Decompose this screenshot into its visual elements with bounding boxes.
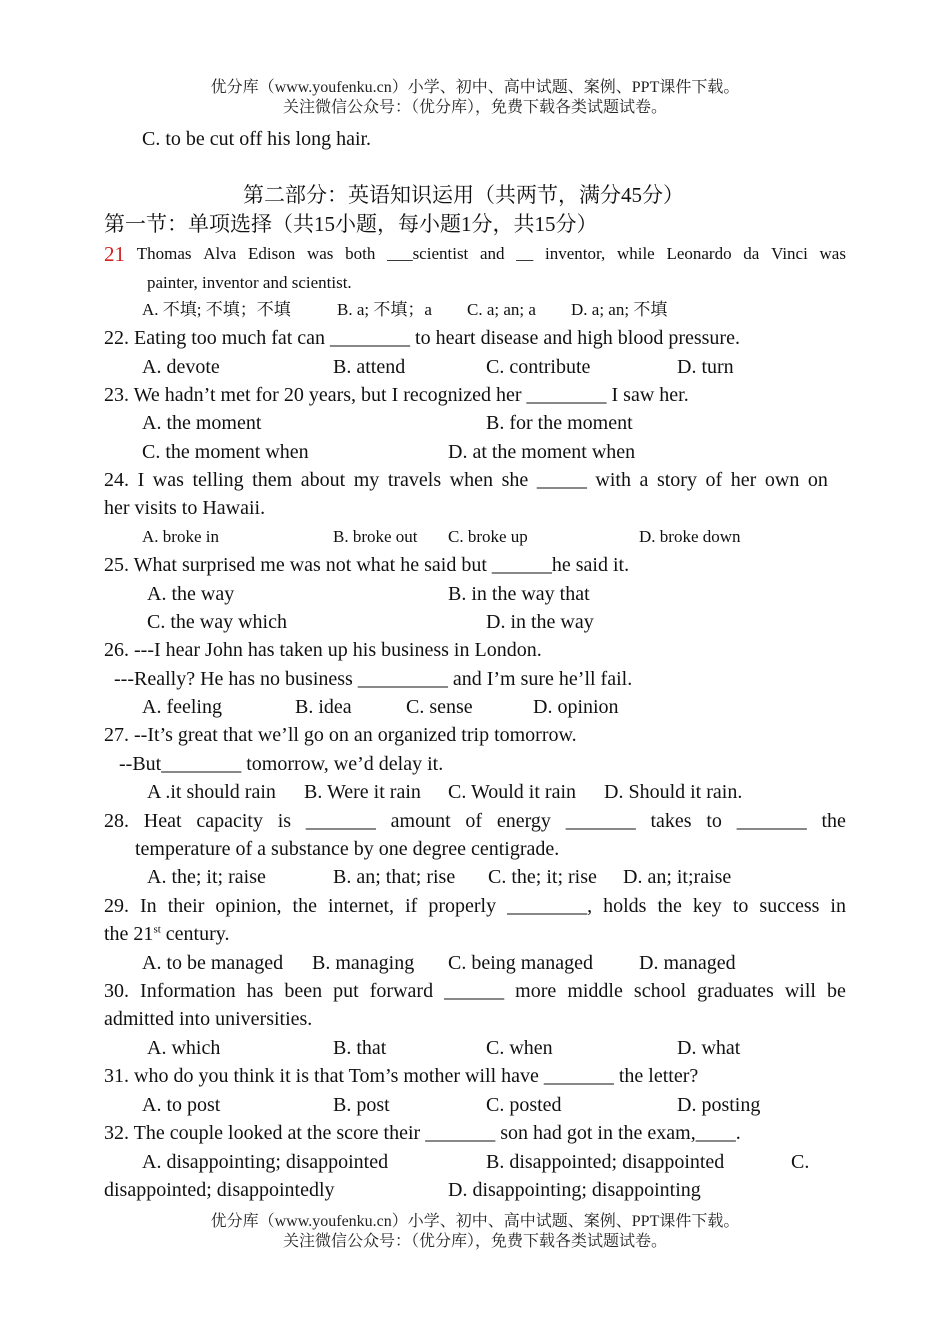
question-21-number: 21: [104, 242, 125, 266]
q22-option-d: D. turn: [677, 356, 734, 378]
q21-option-d: D. a; an; 不填: [571, 300, 668, 319]
question-25-stem: 25. What surprised me was not what he said but ______he said it.: [104, 554, 630, 576]
question-30-line1: 30. Information has been put forward ______ more middle school graduates will be: [104, 980, 846, 1002]
q28-option-a: A. the; it; raise: [147, 866, 266, 888]
q21-option-a: A. 不填; 不填；不填: [142, 300, 291, 319]
question-27-line1: 27. --It’s great that we’ll go on an organized trip tomorrow.: [104, 724, 577, 746]
q27-option-b: B. Were it rain: [304, 781, 421, 803]
q26-option-b: B. idea: [295, 696, 352, 718]
q22-option-c: C. contribute: [486, 356, 591, 378]
q29-option-c: C. being managed: [448, 952, 593, 974]
q23-option-a: A. the moment: [142, 412, 262, 434]
q32-option-d: D. disappointing; disappointing: [448, 1179, 701, 1201]
section-title: 第二部分：英语知识运用（共两节，满分45分）: [243, 183, 684, 207]
q30-option-d: D. what: [677, 1037, 741, 1059]
q31-option-c: C. posted: [486, 1094, 562, 1116]
q24-option-a: A. broke in: [142, 527, 219, 546]
q22-option-b: B. attend: [333, 356, 406, 378]
question-28-line2: temperature of a substance by one degree centigrade.: [135, 838, 560, 860]
q29-option-b: B. managing: [312, 952, 415, 974]
q23-option-b: B. for the moment: [486, 412, 633, 434]
q26-option-c: C. sense: [406, 696, 473, 718]
q25-option-a: A. the way: [147, 583, 235, 605]
q26-option-d: D. opinion: [533, 696, 619, 718]
q31-option-a: A. to post: [142, 1094, 221, 1116]
question-21-line1: 21 Thomas Alva Edison was both ___scientist and __ inventor, while Leonardo da Vinci was: [104, 242, 846, 266]
q26-option-a: A. feeling: [142, 696, 222, 718]
question-30-line2: admitted into universities.: [104, 1008, 313, 1030]
question-27-line2: --But________ tomorrow, we’d delay it.: [119, 753, 444, 775]
question-31-stem: 31. who do you think it is that Tom’s mother will have _______ the letter?: [104, 1065, 699, 1087]
question-26-line2: ---Really? He has no business _________ and I’m sure he’ll fail.: [114, 668, 633, 690]
q21-option-c: C. a; an; a: [467, 300, 536, 319]
q29-option-d: D. managed: [639, 952, 736, 974]
q27-option-a: A .it should rain: [147, 781, 276, 803]
question-22-stem: 22. Eating too much fat can ________ to heart disease and high blood pressure.: [104, 327, 740, 349]
q30-option-c: C. when: [486, 1037, 553, 1059]
page-footer-line2: 关注微信公众号：（优分库），免费下载各类试题试卷。: [282, 1233, 667, 1250]
question-24-line1: 24. I was telling them about my travels when she _____ with a story of her own on: [104, 469, 828, 491]
q32-option-b: B. disappointed; disappointed: [486, 1151, 725, 1173]
page-header-line1: 优分库（www.youfenku.cn）小学、初中、高中试题、案例、PPT课件下载。: [210, 79, 740, 96]
question-21-stem: [104, 241, 846, 267]
q27-option-d: D. Should it rain.: [604, 781, 743, 803]
question-26-line1: 26. ---I hear John has taken up his business in London.: [104, 639, 542, 661]
q28-option-b: B. an; that; rise: [333, 866, 456, 888]
carry-over-option: C. to be cut off his long hair.: [142, 128, 372, 150]
q31-option-b: B. post: [333, 1094, 390, 1116]
q24-option-d: D. broke down: [639, 527, 741, 546]
question-23-stem: 23. We hadn’t met for 20 years, but I recognized her ________ I saw her.: [104, 384, 689, 406]
q28-option-d: D. an; it;raise: [623, 866, 732, 888]
q24-option-b: B. broke out: [333, 527, 418, 546]
q30-option-a: A. which: [147, 1037, 221, 1059]
q32-option-c-label: C.: [791, 1151, 810, 1173]
q22-option-a: A. devote: [142, 356, 220, 378]
q23-option-c: C. the moment when: [142, 441, 309, 463]
q23-option-d: D. at the moment when: [448, 441, 636, 463]
q32-option-c-text: disappointed; disappointedly: [104, 1179, 335, 1201]
page-header-line2: 关注微信公众号：（优分库），免费下载各类试题试卷。: [282, 99, 667, 116]
q27-option-c: C. Would it rain: [448, 781, 577, 803]
question-29-line1: 29. In their opinion, the internet, if properly ________, holds the key to success in: [104, 895, 846, 917]
q25-option-c: C. the way which: [147, 611, 287, 633]
page-footer-line1: 优分库（www.youfenku.cn）小学、初中、高中试题、案例、PPT课件下载。: [210, 1213, 740, 1230]
q29-option-a: A. to be managed: [142, 952, 284, 974]
q24-option-c: C. broke up: [448, 527, 528, 546]
question-24-line2: her visits to Hawaii.: [104, 497, 266, 519]
q21-option-b: B. a; 不填；a: [337, 300, 432, 319]
subsection-title: 第一节：单项选择（共15小题，每小题1分，共15分）: [104, 212, 598, 236]
question-32-stem: 32. The couple looked at the score their _______ son had got in the exam,____.: [104, 1122, 741, 1144]
question-21-line2: painter, inventor and scientist.: [147, 273, 352, 292]
q25-option-b: B. in the way that: [448, 583, 590, 605]
q32-option-a: A. disappointing; disappointed: [142, 1151, 389, 1173]
question-28-line1: 28. Heat capacity is _______ amount of energy _______ takes to _______ the: [104, 810, 846, 832]
q30-option-b: B. that: [333, 1037, 387, 1059]
q25-option-d: D. in the way: [486, 611, 594, 633]
question-29-line2: the 21st century.: [104, 923, 230, 945]
q28-option-c: C. the; it; rise: [488, 866, 597, 888]
q31-option-d: D. posting: [677, 1094, 761, 1116]
